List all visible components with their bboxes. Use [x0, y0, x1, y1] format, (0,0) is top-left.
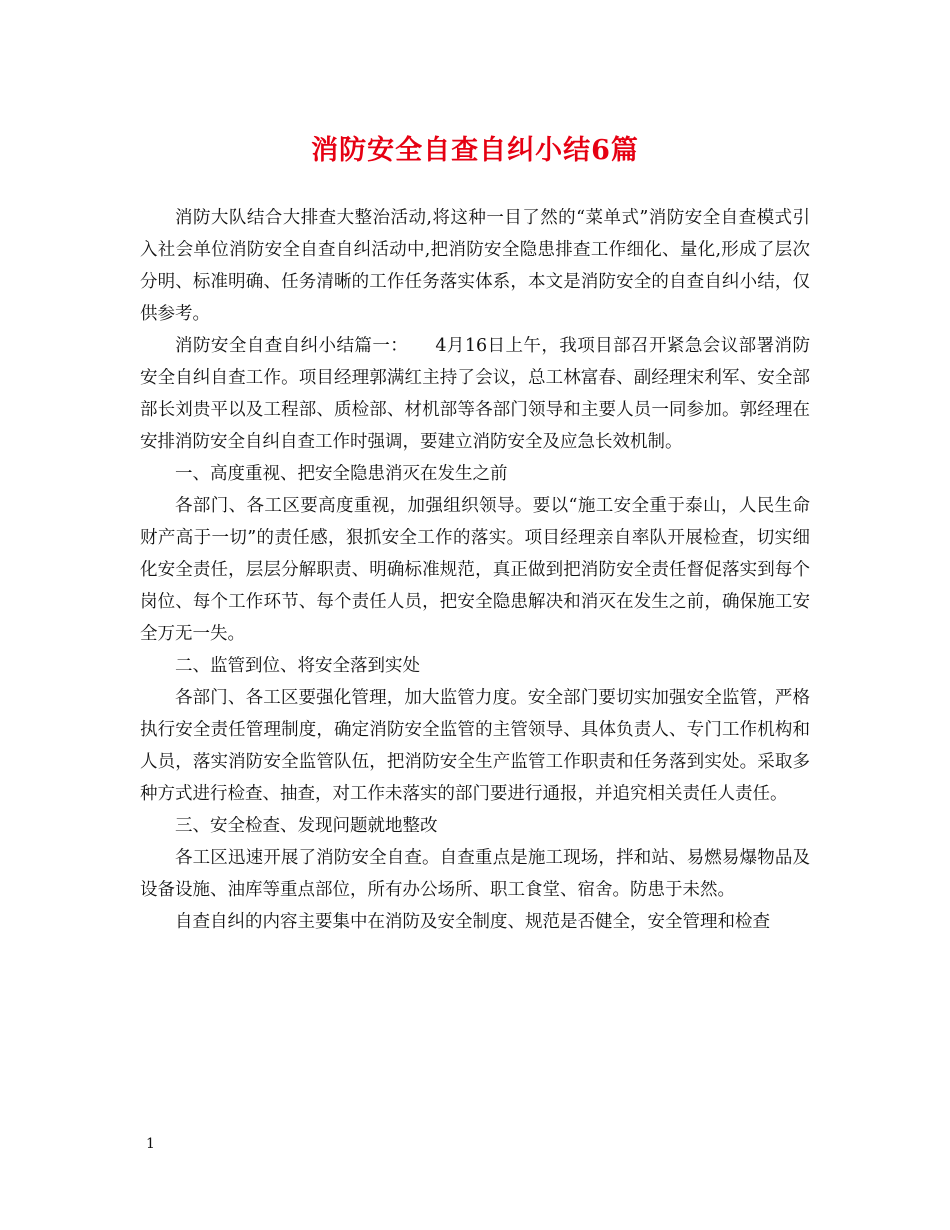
paragraph: 自查自纠的内容主要集中在消防及安全制度、规范是否健全，安全管理和检查	[175, 912, 770, 932]
paragraph-part-one: 消防安全自查自纠小结篇一： 4月16日上午，我项目部召开紧急会议部署消防安全自纠自查工作。项目经理郭满红主持了会议，总工林富春、副经理宋利军、安全部部长刘贵平以及工程部、质检部、材机部等各部门领导和主要人员一同参加。郭经理在安排消防安全自纠自查工作时强调，要建立消防安全及应急长效机制。	[140, 336, 810, 452]
document-body	[140, 202, 810, 938]
paragraph-intro: 消防大队结合大排查大整治活动,将这种一目了然的“菜单式”消防安全自查模式引入社会单位消防安全自查自纠活动中,把消防安全隐患排查工作细化、量化,形成了层次分明、标准明确、任务清晰的工作任务落实体系，本文是消防安全的自查自纠小结，仅供参考。	[140, 208, 810, 324]
section-heading-3: 三、安全检查、发现问题就地整改	[175, 816, 438, 836]
page-number: 1	[146, 1136, 155, 1152]
paragraph: 各工区迅速开展了消防安全自查。自查重点是施工现场，拌和站、易燃易爆物品及设备设施、油库等重点部位，所有办公场所、职工食堂、宿舍。防患于未然。	[140, 848, 810, 900]
document-title: 消防安全自查自纠小结6篇	[311, 135, 639, 166]
paragraph: 各部门、各工区要高度重视，加强组织领导。要以“施工安全重于泰山，人民生命财产高于一切”的责任感，狠抓安全工作的落实。项目经理亲自率队开展检查，切实细化安全责任，层层分解职责、明确标准规范，真正做到把消防安全责任督促落实到每个岗位、每个工作环节、每个责任人员，把安全隐患解决和消灭在发生之前，确保施工安全万无一失。	[140, 496, 810, 644]
paragraph: 各部门、各工区要强化管理，加大监管力度。安全部门要切实加强安全监管，严格执行安全责任管理制度，确定消防安全监管的主管领导、具体负责人、专门工作机构和人员，落实消防安全监管队伍，把消防安全生产监管工作职责和任务落到实处。采取多种方式进行检查、抽查，对工作未落实的部门要进行通报，并追究相关责任人责任。	[140, 688, 810, 804]
section-heading-2: 二、监管到位、将安全落到实处	[175, 656, 420, 676]
section-heading-1: 一、高度重视、把安全隐患消灭在发生之前	[175, 464, 508, 484]
